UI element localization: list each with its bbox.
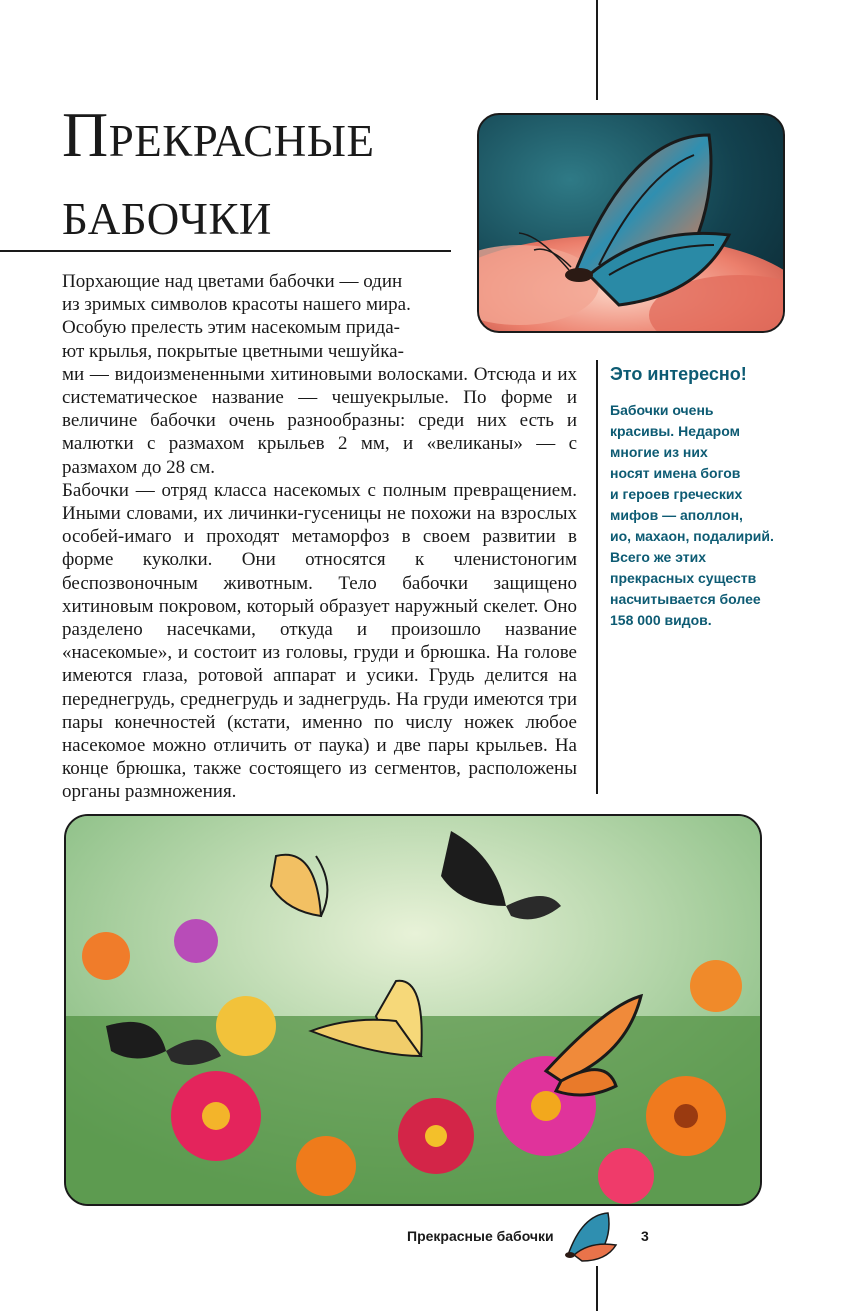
sidebar-title: Это интересно! <box>610 364 747 384</box>
paragraph-1-line-1: Порхающие над цветами бабочки — один <box>62 271 403 292</box>
top-vertical-rule <box>596 0 598 100</box>
sidebar-line: прекрасных существ <box>610 570 757 586</box>
running-footer-title: Прекрасные бабочки <box>407 1228 554 1244</box>
sidebar-line: и героев греческих <box>610 486 743 502</box>
bottom-vertical-rule <box>596 1266 598 1311</box>
page-title <box>62 96 462 252</box>
paragraph-1-line-2: из зримых символов красоты нашего мира. <box>62 294 411 316</box>
butterflies-meadow-photo <box>64 814 762 1206</box>
sidebar-line: Бабочки очень <box>610 402 714 418</box>
butterflies-meadow-illustration <box>66 816 762 1206</box>
sidebar-line: насчитывается более <box>610 591 761 607</box>
sidebar-fact-text <box>610 400 810 631</box>
title-line-2: бабочки <box>62 177 272 248</box>
article-body <box>62 270 577 804</box>
paragraph-1-rest: ми — видоизмененными хитиновыми волосками. Отсюда и их систематическое название — чешуекрылые. По форме и величине бабочки очень разнообразны: среди них есть и малютки с размахом крыльев 2 мм, и «великаны» — с размахом до 28 см. <box>62 363 577 478</box>
sidebar-line: мифов — аполлон, <box>610 507 743 523</box>
title-line-1: Прекрасные <box>62 99 375 170</box>
title-underline-rule <box>0 250 451 252</box>
paragraph-1-line-4: ют крылья, покрытые цветными чешуйка- <box>62 340 404 362</box>
sidebar-line: 158 000 видов. <box>610 612 712 628</box>
sidebar-line: ио, махаон, подалирий. <box>610 528 774 544</box>
paragraph-1-line-3: Особую прелесть этим насекомым прида- <box>62 317 401 339</box>
sidebar-divider <box>596 360 598 794</box>
sidebar-line: многие из них <box>610 444 708 460</box>
page-number: 3 <box>641 1228 649 1244</box>
butterfly-icon <box>560 1205 626 1265</box>
sidebar-line: красивы. Недаром <box>610 423 740 439</box>
sidebar-line: Всего же этих <box>610 549 706 565</box>
sidebar-line: носят имена богов <box>610 465 741 481</box>
paragraph-2: Бабочки — отряд класса насекомых с полным превращением. Иными словами, их личинки-гусеницы не похожи на взрослых особей-имаго и проходят метаморфоз в своем развитии в форме куколки. Они относятся к членистоногим беспозвоночным животным. Тело бабочки защищено хитиновым покровом, который образует наружный скелет. Оно разделено насечками, откуда и произошло название «насекомые», и состоит из головы, груди и брюшка. На голове имеются глаза, ротовой аппарат и усики. Грудь делится на переднегрудь, среднегрудь и заднегрудь. На груди имеются три пары конечностей (кстати, именно по числу ножек любое насекомое можно отличить от паука) и две пары крыльев. На конце брюшка, также состоящего из сегментов, расположены органы размножения. <box>62 479 577 803</box>
